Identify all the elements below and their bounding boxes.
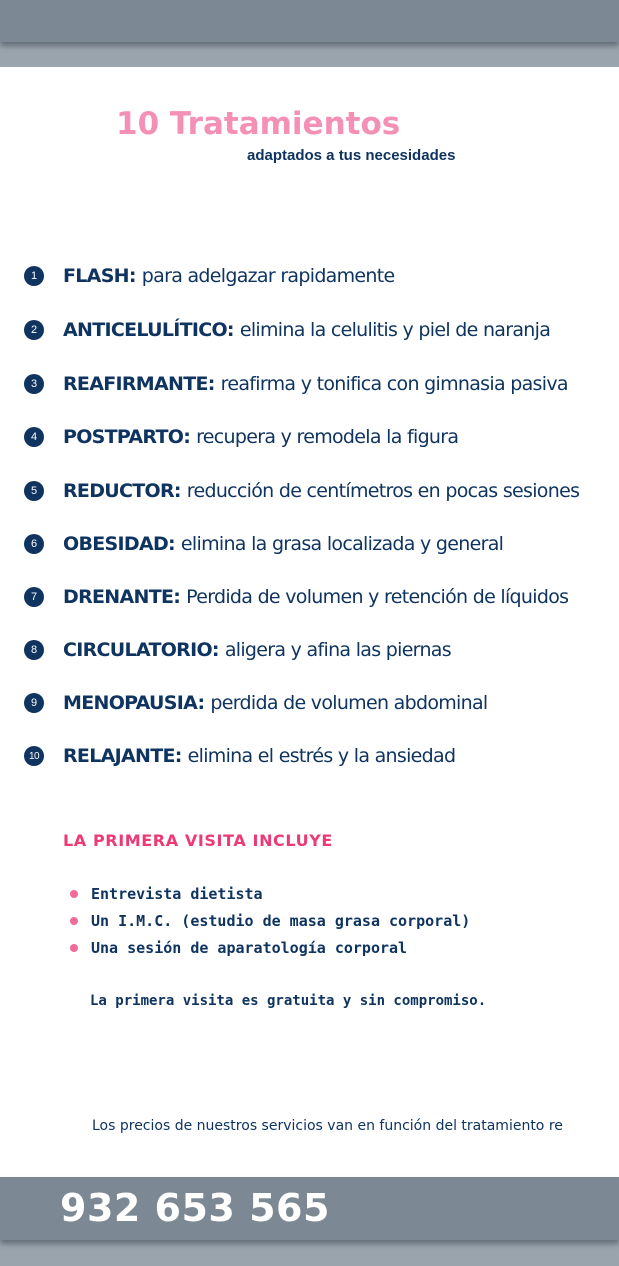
- treatment-description: elimina el estrés y la ansiedad: [187, 745, 456, 767]
- top-banner-bar-stripe: [0, 0, 619, 42]
- treatment-item-drenante: [24, 582, 568, 612]
- treatment-name: ANTICELULÍTICO:: [63, 319, 234, 341]
- first-visit-item-label: Un I.M.C. (estudio de masa grasa corporal): [91, 912, 471, 930]
- number-badge-icon: 4: [24, 427, 44, 447]
- treatment-item-circulatorio: [24, 635, 451, 665]
- number-badge-icon: 7: [24, 587, 44, 607]
- treatment-item-reafirmante: [24, 369, 568, 399]
- number-badge-icon: 8: [24, 640, 44, 660]
- treatment-description: reafirma y tonifica con gimnasia pasiva: [220, 373, 568, 395]
- bullet-icon: [70, 944, 78, 952]
- treatment-item-anticelulitico: [24, 315, 550, 345]
- number-badge-icon: 9: [24, 693, 44, 713]
- treatment-item-relajante: [24, 741, 455, 771]
- bullet-icon: [70, 890, 78, 898]
- first-visit-item: [70, 912, 470, 930]
- number-badge-icon: 5: [24, 481, 44, 501]
- treatment-description: elimina la grasa localizada y general: [180, 533, 504, 555]
- treatment-description: reducción de centímetros en pocas sesiones: [186, 480, 580, 502]
- first-visit-item-label: Entrevista dietista: [91, 885, 263, 903]
- treatment-name: DRENANTE:: [63, 586, 181, 608]
- treatment-item-obesidad: [24, 529, 503, 559]
- first-visit-item-label: Una sesión de aparatología corporal: [91, 939, 408, 957]
- number-badge-icon: 6: [24, 534, 44, 554]
- treatment-name: OBESIDAD:: [63, 533, 175, 555]
- first-visit-item: [70, 939, 407, 957]
- treatment-name: FLASH:: [63, 265, 136, 287]
- number-badge-icon: 3: [24, 374, 44, 394]
- treatment-item-postparto: [24, 422, 458, 452]
- top-banner-bar: [0, 0, 619, 67]
- prices-note: Los precios de nuestros servicios van en función del tratamiento re: [92, 1118, 563, 1134]
- number-badge-icon: 1: [24, 266, 44, 286]
- phone-number: 932 653 565: [60, 1186, 330, 1230]
- treatment-description: perdida de volumen abdominal: [210, 692, 488, 714]
- bullet-icon: [70, 917, 78, 925]
- treatment-item-flash: [24, 261, 395, 291]
- treatment-description: elimina la celulitis y piel de naranja: [239, 319, 551, 341]
- treatment-item-reductor: [24, 476, 579, 506]
- number-badge-icon: 2: [24, 320, 44, 340]
- treatment-description: Perdida de volumen y retención de líquidos: [186, 586, 569, 608]
- treatment-item-menopausia: [24, 688, 488, 718]
- treatment-name: MENOPAUSIA:: [63, 692, 205, 714]
- number-badge-icon: 10: [24, 746, 44, 766]
- first-visit-item: [70, 885, 263, 903]
- treatment-description: para adelgazar rapidamente: [141, 265, 395, 287]
- treatment-description: aligera y afina las piernas: [224, 639, 451, 661]
- treatment-name: REDUCTOR:: [63, 480, 181, 502]
- treatment-name: RELAJANTE:: [63, 745, 182, 767]
- treatment-description: recupera y remodela la figura: [196, 426, 459, 448]
- first-visit-heading: LA PRIMERA VISITA INCLUYE: [63, 831, 333, 850]
- page-subtitle: adaptados a tus necesidades: [247, 147, 456, 164]
- treatment-name: POSTPARTO:: [63, 426, 191, 448]
- treatment-name: CIRCULATORIO:: [63, 639, 219, 661]
- treatment-name: REAFIRMANTE:: [63, 373, 215, 395]
- page-title: 10 Tratamientos: [116, 106, 401, 142]
- free-visit-note: La primera visita es gratuita y sin compromiso.: [90, 993, 487, 1009]
